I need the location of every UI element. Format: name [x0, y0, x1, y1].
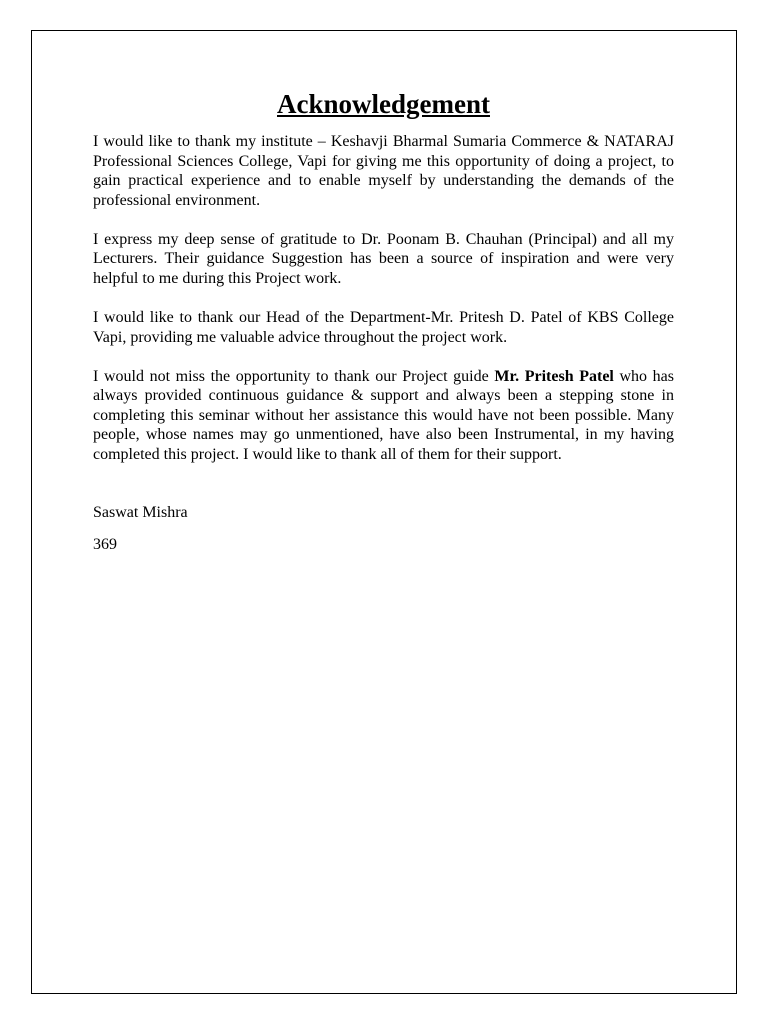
paragraph-gratitude-principal: I express my deep sense of gratitude to Dr. Poonam B. Chauhan (Principal) and all my Lecturers. Their guidance Suggestion has been a source of inspiration and were very helpful to me during this Project work. [93, 230, 674, 287]
paragraph-guide-rest: who has always provided continuous guidance & support and always been a stepping stone in completing this seminar without her assistance this would have not been possible. Many people, whose names may go unmentioned, have also been Instrumental, in my having completed this project. I would like to thank all of them for their support. [93, 367, 675, 463]
paragraph-guide-thanks [93, 367, 674, 465]
signature-name: Saswat Mishra [93, 504, 188, 522]
paragraph-guide-lead: I would not miss the opportunity to thank our Project guide [93, 367, 495, 385]
document-body [93, 86, 674, 555]
page-title: Acknowledgement [277, 89, 490, 119]
roll-number: 369 [93, 536, 117, 554]
paragraph-institute-thanks: I would like to thank my institute – Keshavji Bharmal Sumaria Commerce & NATARAJ Professional Sciences College, Vapi for giving me this opportunity of doing a project, to gain practical experience and to enable myself by understanding the demands of the professional environment. [93, 133, 674, 209]
guide-name: Mr. Pritesh Patel [494, 367, 614, 385]
paragraph-hod-thanks: I would like to thank our Head of the Department-Mr. Pritesh D. Patel of KBS College Vapi, providing me valuable advice throughout the project work. [93, 308, 674, 346]
